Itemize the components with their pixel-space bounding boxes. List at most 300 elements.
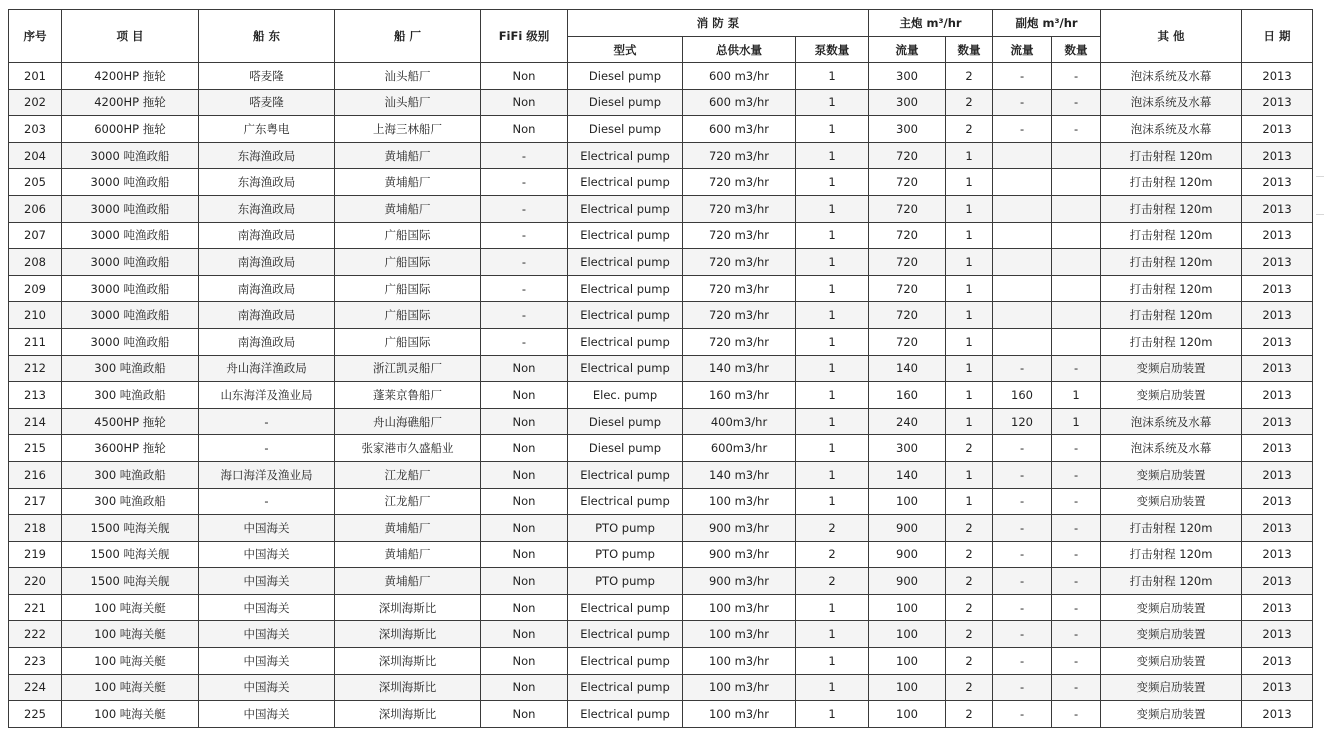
header-main-qty: 数量 <box>946 37 993 63</box>
cell-main-qty: 1 <box>946 302 993 329</box>
cell-date: 2013 <box>1242 302 1313 329</box>
cell-date: 2013 <box>1242 63 1313 90</box>
cell-fifi: - <box>481 195 568 222</box>
cell-fifi: - <box>481 249 568 276</box>
cell-pump-type: Diesel pump <box>568 89 683 116</box>
cell-total-supply: 100 m3/hr <box>683 648 796 675</box>
cell-project: 3000 吨渔政船 <box>62 302 199 329</box>
cell-total-supply: 600 m3/hr <box>683 89 796 116</box>
cell-fifi: - <box>481 275 568 302</box>
cell-owner: 中国海关 <box>199 701 335 728</box>
cell-pump-count: 1 <box>796 142 869 169</box>
cell-pump-count: 1 <box>796 461 869 488</box>
cell-pump-type: Electrical pump <box>568 648 683 675</box>
cell-project: 300 吨渔政船 <box>62 488 199 515</box>
cell-project: 4500HP 拖轮 <box>62 408 199 435</box>
cell-aux-flow: - <box>993 355 1052 382</box>
cell-fifi: Non <box>481 89 568 116</box>
cell-pump-count: 2 <box>796 515 869 542</box>
cell-date: 2013 <box>1242 116 1313 143</box>
cell-yard: 蓬莱京鲁船厂 <box>335 382 481 409</box>
cell-total-supply: 140 m3/hr <box>683 355 796 382</box>
cell-pump-type: Diesel pump <box>568 63 683 90</box>
cell-pump-type: PTO pump <box>568 515 683 542</box>
cell-project: 4200HP 拖轮 <box>62 63 199 90</box>
cell-yard: 黄埔船厂 <box>335 515 481 542</box>
cell-aux-qty: - <box>1052 648 1101 675</box>
cell-main-qty: 2 <box>946 515 993 542</box>
cell-yard: 黄埔船厂 <box>335 541 481 568</box>
cell-pump-type: Electrical pump <box>568 674 683 701</box>
cell-main-qty: 1 <box>946 382 993 409</box>
header-project: 项 目 <box>62 10 199 63</box>
cell-owner: 广东粤电 <box>199 116 335 143</box>
cell-aux-flow <box>993 142 1052 169</box>
cell-total-supply: 720 m3/hr <box>683 302 796 329</box>
cell-pump-type: Electrical pump <box>568 195 683 222</box>
cell-aux-flow: - <box>993 701 1052 728</box>
cell-fifi: Non <box>481 435 568 462</box>
cell-yard: 黄埔船厂 <box>335 195 481 222</box>
cell-pump-type: Electrical pump <box>568 222 683 249</box>
cell-main-flow: 720 <box>869 195 946 222</box>
cell-other: 打击射程 120m <box>1101 222 1242 249</box>
cell-pump-count: 1 <box>796 302 869 329</box>
cell-main-flow: 900 <box>869 515 946 542</box>
cell-owner: 中国海关 <box>199 541 335 568</box>
cell-yard: 广船国际 <box>335 275 481 302</box>
table-row <box>9 408 1313 435</box>
table-row <box>9 382 1313 409</box>
cell-fifi: - <box>481 169 568 196</box>
cell-fifi: Non <box>481 568 568 595</box>
cell-project: 3000 吨渔政船 <box>62 249 199 276</box>
cell-date: 2013 <box>1242 488 1313 515</box>
cell-aux-qty <box>1052 275 1101 302</box>
cell-yard: 汕头船厂 <box>335 89 481 116</box>
cell-aux-qty: - <box>1052 116 1101 143</box>
cell-pump-count: 1 <box>796 89 869 116</box>
cell-pump-count: 1 <box>796 488 869 515</box>
cell-yard: 江龙船厂 <box>335 488 481 515</box>
cell-seq: 212 <box>9 355 62 382</box>
header-fifi: FiFi 级别 <box>481 10 568 63</box>
cell-other: 泡沫系统及水幕 <box>1101 435 1242 462</box>
cell-owner: 南海渔政局 <box>199 249 335 276</box>
cell-fifi: - <box>481 302 568 329</box>
cell-aux-flow: 120 <box>993 408 1052 435</box>
cell-yard: 江龙船厂 <box>335 461 481 488</box>
cell-date: 2013 <box>1242 328 1313 355</box>
cell-total-supply: 100 m3/hr <box>683 594 796 621</box>
cell-yard: 汕头船厂 <box>335 63 481 90</box>
cell-fifi: Non <box>481 594 568 621</box>
cell-total-supply: 100 m3/hr <box>683 674 796 701</box>
cell-owner: 中国海关 <box>199 674 335 701</box>
cell-project: 3000 吨渔政船 <box>62 328 199 355</box>
cell-other: 打击射程 120m <box>1101 568 1242 595</box>
cell-pump-type: PTO pump <box>568 568 683 595</box>
cell-date: 2013 <box>1242 222 1313 249</box>
cell-fifi: - <box>481 222 568 249</box>
cell-aux-qty <box>1052 195 1101 222</box>
cell-date: 2013 <box>1242 515 1313 542</box>
cell-project: 100 吨海关艇 <box>62 648 199 675</box>
cell-project: 100 吨海关艇 <box>62 594 199 621</box>
cell-yard: 黄埔船厂 <box>335 568 481 595</box>
cell-seq: 204 <box>9 142 62 169</box>
cell-yard: 黄埔船厂 <box>335 169 481 196</box>
cell-fifi: - <box>481 328 568 355</box>
cell-other: 泡沫系统及水幕 <box>1101 408 1242 435</box>
cell-pump-count: 1 <box>796 648 869 675</box>
cell-aux-qty: 1 <box>1052 408 1101 435</box>
cell-main-qty: 2 <box>946 674 993 701</box>
cell-main-flow: 140 <box>869 355 946 382</box>
cell-date: 2013 <box>1242 249 1313 276</box>
cell-other: 打击射程 120m <box>1101 302 1242 329</box>
table-row <box>9 302 1313 329</box>
cell-other: 变频启劢装置 <box>1101 594 1242 621</box>
cell-total-supply: 600 m3/hr <box>683 116 796 143</box>
cell-seq: 219 <box>9 541 62 568</box>
cell-date: 2013 <box>1242 142 1313 169</box>
cell-seq: 207 <box>9 222 62 249</box>
cell-total-supply: 720 m3/hr <box>683 142 796 169</box>
cell-seq: 202 <box>9 89 62 116</box>
cell-seq: 216 <box>9 461 62 488</box>
cell-other: 打击射程 120m <box>1101 249 1242 276</box>
cell-pump-count: 1 <box>796 222 869 249</box>
cell-fifi: Non <box>481 116 568 143</box>
cell-project: 1500 吨海关舰 <box>62 541 199 568</box>
cell-pump-type: Electrical pump <box>568 488 683 515</box>
cell-main-flow: 100 <box>869 488 946 515</box>
cell-seq: 208 <box>9 249 62 276</box>
cell-owner: 南海渔政局 <box>199 222 335 249</box>
cell-seq: 213 <box>9 382 62 409</box>
cell-aux-flow: - <box>993 568 1052 595</box>
cell-yard: 黄埔船厂 <box>335 142 481 169</box>
cell-pump-type: Elec. pump <box>568 382 683 409</box>
cell-seq: 220 <box>9 568 62 595</box>
cell-main-flow: 720 <box>869 249 946 276</box>
cell-aux-flow <box>993 222 1052 249</box>
cell-total-supply: 100 m3/hr <box>683 701 796 728</box>
cell-aux-flow: - <box>993 541 1052 568</box>
cell-main-qty: 2 <box>946 621 993 648</box>
cell-date: 2013 <box>1242 435 1313 462</box>
table-row <box>9 568 1313 595</box>
cell-other: 泡沫系统及水幕 <box>1101 89 1242 116</box>
cell-aux-flow: - <box>993 621 1052 648</box>
cell-fifi: Non <box>481 461 568 488</box>
cell-aux-qty: - <box>1052 701 1101 728</box>
cell-pump-count: 1 <box>796 355 869 382</box>
cell-main-qty: 2 <box>946 116 993 143</box>
cell-main-flow: 100 <box>869 648 946 675</box>
cell-fifi: Non <box>481 701 568 728</box>
cell-other: 打击射程 120m <box>1101 195 1242 222</box>
cell-yard: 广船国际 <box>335 222 481 249</box>
fire-pump-reference-table <box>8 9 1313 728</box>
cell-main-qty: 2 <box>946 435 993 462</box>
header-aux-monitor: 副炮 m³/hr <box>993 10 1101 37</box>
cell-aux-flow: - <box>993 488 1052 515</box>
cell-aux-flow <box>993 302 1052 329</box>
cell-aux-flow: - <box>993 461 1052 488</box>
page-edge-divider <box>1316 214 1324 215</box>
cell-fifi: Non <box>481 355 568 382</box>
cell-yard: 浙江凯灵船厂 <box>335 355 481 382</box>
cell-date: 2013 <box>1242 541 1313 568</box>
cell-pump-count: 1 <box>796 195 869 222</box>
header-main-flow: 流量 <box>869 37 946 63</box>
cell-seq: 214 <box>9 408 62 435</box>
cell-owner: 嗒麦隆 <box>199 63 335 90</box>
cell-main-flow: 300 <box>869 63 946 90</box>
cell-total-supply: 100 m3/hr <box>683 488 796 515</box>
cell-other: 变频启劢装置 <box>1101 461 1242 488</box>
cell-yard: 广船国际 <box>335 302 481 329</box>
cell-main-qty: 1 <box>946 461 993 488</box>
cell-pump-type: Electrical pump <box>568 355 683 382</box>
table-row <box>9 169 1313 196</box>
cell-aux-qty: - <box>1052 541 1101 568</box>
cell-project: 100 吨海关艇 <box>62 674 199 701</box>
cell-fifi: Non <box>481 408 568 435</box>
cell-total-supply: 720 m3/hr <box>683 249 796 276</box>
cell-aux-flow: - <box>993 116 1052 143</box>
cell-aux-qty: - <box>1052 435 1101 462</box>
cell-other: 变频启劢装置 <box>1101 648 1242 675</box>
cell-owner: 中国海关 <box>199 594 335 621</box>
cell-project: 1500 吨海关舰 <box>62 568 199 595</box>
cell-fifi: Non <box>481 648 568 675</box>
cell-fifi: Non <box>481 63 568 90</box>
cell-main-qty: 1 <box>946 355 993 382</box>
cell-pump-type: Electrical pump <box>568 275 683 302</box>
cell-pump-count: 2 <box>796 541 869 568</box>
cell-date: 2013 <box>1242 382 1313 409</box>
cell-fifi: - <box>481 142 568 169</box>
cell-owner: 海口海洋及渔业局 <box>199 461 335 488</box>
cell-aux-qty: - <box>1052 461 1101 488</box>
cell-date: 2013 <box>1242 648 1313 675</box>
cell-project: 300 吨渔政船 <box>62 382 199 409</box>
cell-other: 变频启劢装置 <box>1101 674 1242 701</box>
table-row <box>9 541 1313 568</box>
cell-other: 打击射程 120m <box>1101 541 1242 568</box>
cell-date: 2013 <box>1242 568 1313 595</box>
cell-yard: 广船国际 <box>335 249 481 276</box>
table-row <box>9 328 1313 355</box>
cell-seq: 224 <box>9 674 62 701</box>
page-edge-divider <box>1316 176 1324 177</box>
cell-aux-flow: - <box>993 515 1052 542</box>
cell-yard: 深圳海斯比 <box>335 648 481 675</box>
cell-other: 泡沫系统及水幕 <box>1101 63 1242 90</box>
cell-owner: - <box>199 435 335 462</box>
cell-date: 2013 <box>1242 275 1313 302</box>
cell-owner: - <box>199 488 335 515</box>
cell-pump-type: Electrical pump <box>568 328 683 355</box>
cell-other: 变频启劢装置 <box>1101 382 1242 409</box>
cell-main-qty: 2 <box>946 648 993 675</box>
cell-project: 4200HP 拖轮 <box>62 89 199 116</box>
cell-main-flow: 300 <box>869 116 946 143</box>
cell-aux-qty <box>1052 169 1101 196</box>
cell-pump-count: 1 <box>796 328 869 355</box>
cell-total-supply: 140 m3/hr <box>683 461 796 488</box>
cell-date: 2013 <box>1242 674 1313 701</box>
cell-date: 2013 <box>1242 408 1313 435</box>
cell-total-supply: 900 m3/hr <box>683 515 796 542</box>
cell-pump-type: Electrical pump <box>568 461 683 488</box>
table-row <box>9 488 1313 515</box>
cell-yard: 上海三林船厂 <box>335 116 481 143</box>
cell-pump-count: 1 <box>796 249 869 276</box>
cell-owner: 南海渔政局 <box>199 275 335 302</box>
cell-aux-qty: - <box>1052 515 1101 542</box>
cell-aux-flow <box>993 195 1052 222</box>
cell-aux-qty: - <box>1052 594 1101 621</box>
cell-owner: 山东海洋及渔业局 <box>199 382 335 409</box>
cell-aux-flow: - <box>993 594 1052 621</box>
cell-total-supply: 720 m3/hr <box>683 195 796 222</box>
cell-main-qty: 1 <box>946 249 993 276</box>
cell-project: 100 吨海关艇 <box>62 621 199 648</box>
cell-other: 变频启劢装置 <box>1101 488 1242 515</box>
cell-yard: 深圳海斯比 <box>335 701 481 728</box>
header-pump-count: 泵数量 <box>796 37 869 63</box>
table-row <box>9 195 1313 222</box>
cell-aux-qty <box>1052 249 1101 276</box>
cell-aux-flow <box>993 249 1052 276</box>
cell-seq: 218 <box>9 515 62 542</box>
cell-owner: 中国海关 <box>199 568 335 595</box>
table-row <box>9 648 1313 675</box>
cell-aux-qty: - <box>1052 568 1101 595</box>
cell-total-supply: 100 m3/hr <box>683 621 796 648</box>
table-row <box>9 116 1313 143</box>
cell-pump-count: 1 <box>796 408 869 435</box>
cell-pump-count: 1 <box>796 382 869 409</box>
header-date: 日 期 <box>1242 10 1313 63</box>
cell-aux-qty: - <box>1052 63 1101 90</box>
cell-main-flow: 100 <box>869 594 946 621</box>
cell-main-flow: 240 <box>869 408 946 435</box>
cell-pump-type: Electrical pump <box>568 302 683 329</box>
table-row <box>9 89 1313 116</box>
table-row <box>9 674 1313 701</box>
header-total-supply: 总供水量 <box>683 37 796 63</box>
cell-seq: 201 <box>9 63 62 90</box>
cell-project: 3600HP 拖轮 <box>62 435 199 462</box>
cell-fifi: Non <box>481 488 568 515</box>
table-row <box>9 222 1313 249</box>
cell-main-flow: 300 <box>869 89 946 116</box>
cell-seq: 203 <box>9 116 62 143</box>
cell-aux-flow <box>993 275 1052 302</box>
cell-main-qty: 1 <box>946 142 993 169</box>
table-row <box>9 275 1313 302</box>
cell-owner: 东海渔政局 <box>199 169 335 196</box>
header-yard: 船 厂 <box>335 10 481 63</box>
header-fire-pump: 消 防 泵 <box>568 10 869 37</box>
cell-pump-count: 2 <box>796 568 869 595</box>
cell-aux-qty: - <box>1052 89 1101 116</box>
cell-seq: 210 <box>9 302 62 329</box>
cell-main-qty: 1 <box>946 488 993 515</box>
cell-pump-type: Diesel pump <box>568 435 683 462</box>
cell-aux-flow: - <box>993 648 1052 675</box>
cell-seq: 209 <box>9 275 62 302</box>
cell-aux-qty <box>1052 222 1101 249</box>
cell-fifi: Non <box>481 621 568 648</box>
cell-pump-count: 1 <box>796 169 869 196</box>
cell-main-flow: 300 <box>869 435 946 462</box>
cell-total-supply: 400m3/hr <box>683 408 796 435</box>
table-body <box>9 63 1313 728</box>
table-row <box>9 63 1313 90</box>
cell-main-flow: 100 <box>869 621 946 648</box>
cell-main-qty: 1 <box>946 195 993 222</box>
cell-main-flow: 900 <box>869 568 946 595</box>
cell-main-qty: 1 <box>946 169 993 196</box>
cell-main-flow: 160 <box>869 382 946 409</box>
cell-owner: 嗒麦隆 <box>199 89 335 116</box>
cell-aux-qty: - <box>1052 355 1101 382</box>
cell-main-qty: 1 <box>946 275 993 302</box>
cell-aux-qty <box>1052 142 1101 169</box>
cell-main-flow: 720 <box>869 302 946 329</box>
cell-main-qty: 1 <box>946 222 993 249</box>
cell-yard: 深圳海斯比 <box>335 621 481 648</box>
cell-fifi: Non <box>481 382 568 409</box>
cell-seq: 205 <box>9 169 62 196</box>
cell-pump-count: 1 <box>796 116 869 143</box>
cell-pump-type: Electrical pump <box>568 142 683 169</box>
cell-date: 2013 <box>1242 594 1313 621</box>
header-aux-flow: 流量 <box>993 37 1052 63</box>
cell-aux-qty: 1 <box>1052 382 1101 409</box>
cell-total-supply: 720 m3/hr <box>683 328 796 355</box>
cell-fifi: Non <box>481 515 568 542</box>
cell-total-supply: 900 m3/hr <box>683 568 796 595</box>
cell-pump-type: Diesel pump <box>568 408 683 435</box>
cell-other: 打击射程 120m <box>1101 275 1242 302</box>
cell-seq: 215 <box>9 435 62 462</box>
table-header <box>9 10 1313 63</box>
cell-main-flow: 720 <box>869 169 946 196</box>
cell-date: 2013 <box>1242 621 1313 648</box>
cell-pump-count: 1 <box>796 594 869 621</box>
cell-main-qty: 2 <box>946 541 993 568</box>
cell-pump-count: 1 <box>796 63 869 90</box>
cell-owner: 舟山海洋渔政局 <box>199 355 335 382</box>
cell-aux-flow <box>993 169 1052 196</box>
cell-owner: 中国海关 <box>199 621 335 648</box>
table-row <box>9 355 1313 382</box>
table-row <box>9 515 1313 542</box>
cell-main-qty: 2 <box>946 701 993 728</box>
cell-owner: 南海渔政局 <box>199 302 335 329</box>
cell-main-flow: 900 <box>869 541 946 568</box>
cell-main-qty: 2 <box>946 594 993 621</box>
cell-project: 3000 吨渔政船 <box>62 195 199 222</box>
cell-yard: 张家港市久盛船业 <box>335 435 481 462</box>
